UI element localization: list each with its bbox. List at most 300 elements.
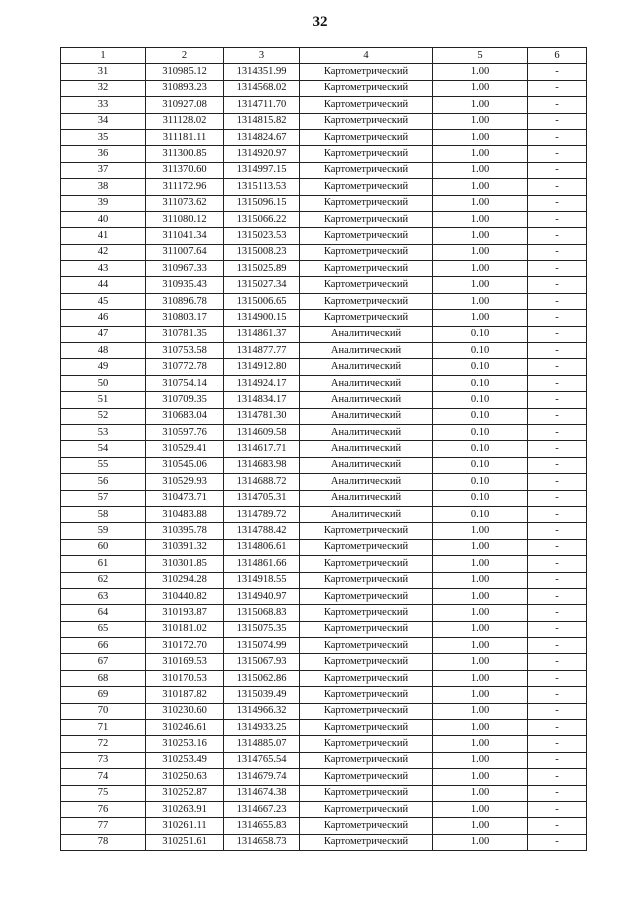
accuracy-cell: 1.00 [433,638,528,654]
point-number-cell: 51 [61,392,146,408]
x-coordinate-cell: 310391.32 [146,539,224,555]
x-coordinate-cell: 310187.82 [146,687,224,703]
y-coordinate-cell: 1314609.58 [224,424,300,440]
method-cell: Картометрический [300,752,433,768]
point-number-cell: 53 [61,424,146,440]
table-row [61,228,587,244]
note-cell: - [528,457,587,473]
note-cell: - [528,523,587,539]
point-number-cell: 78 [61,834,146,850]
y-coordinate-cell: 1314688.72 [224,474,300,490]
note-cell: - [528,359,587,375]
table-row [61,523,587,539]
point-number-cell: 37 [61,162,146,178]
column-header: 3 [224,48,300,64]
x-coordinate-cell: 310545.06 [146,457,224,473]
y-coordinate-cell: 1314788.42 [224,523,300,539]
note-cell: - [528,277,587,293]
y-coordinate-cell: 1315039.49 [224,687,300,703]
method-cell: Картометрический [300,556,433,572]
x-coordinate-cell: 310294.28 [146,572,224,588]
accuracy-cell: 1.00 [433,670,528,686]
y-coordinate-cell: 1314885.07 [224,736,300,752]
table-row [61,392,587,408]
accuracy-cell: 1.00 [433,572,528,588]
y-coordinate-cell: 1314900.15 [224,310,300,326]
column-header: 6 [528,48,587,64]
note-cell: - [528,638,587,654]
point-number-cell: 75 [61,785,146,801]
y-coordinate-cell: 1314711.70 [224,97,300,113]
table-row [61,621,587,637]
method-cell: Картометрический [300,64,433,80]
table-row [61,359,587,375]
x-coordinate-cell: 310754.14 [146,375,224,391]
table-row [61,326,587,342]
note-cell: - [528,97,587,113]
accuracy-cell: 1.00 [433,834,528,850]
method-cell: Картометрический [300,162,433,178]
method-cell: Картометрический [300,736,433,752]
y-coordinate-cell: 1314806.61 [224,539,300,555]
x-coordinate-cell: 310896.78 [146,293,224,309]
x-coordinate-cell: 310261.11 [146,818,224,834]
x-coordinate-cell: 311181.11 [146,129,224,145]
method-cell: Картометрический [300,129,433,145]
table-row [61,654,587,670]
note-cell: - [528,588,587,604]
y-coordinate-cell: 1314765.54 [224,752,300,768]
y-coordinate-cell: 1314683.98 [224,457,300,473]
point-number-cell: 43 [61,261,146,277]
table-row [61,474,587,490]
x-coordinate-cell: 310169.53 [146,654,224,670]
method-cell: Картометрический [300,523,433,539]
method-cell: Аналитический [300,441,433,457]
method-cell: Картометрический [300,785,433,801]
y-coordinate-cell: 1314861.37 [224,326,300,342]
y-coordinate-cell: 1314674.38 [224,785,300,801]
y-coordinate-cell: 1315067.93 [224,654,300,670]
point-number-cell: 38 [61,179,146,195]
x-coordinate-cell: 310440.82 [146,588,224,604]
table-row [61,769,587,785]
table-row [61,588,587,604]
point-number-cell: 39 [61,195,146,211]
note-cell: - [528,228,587,244]
accuracy-cell: 1.00 [433,293,528,309]
note-cell: - [528,343,587,359]
point-number-cell: 32 [61,80,146,96]
method-cell: Картометрический [300,539,433,555]
method-cell: Картометрический [300,605,433,621]
accuracy-cell: 1.00 [433,277,528,293]
y-coordinate-cell: 1315096.15 [224,195,300,211]
method-cell: Картометрический [300,621,433,637]
accuracy-cell: 1.00 [433,605,528,621]
coordinates-table [60,47,587,851]
y-coordinate-cell: 1315027.34 [224,277,300,293]
x-coordinate-cell: 310529.93 [146,474,224,490]
accuracy-cell: 0.10 [433,457,528,473]
y-coordinate-cell: 1315062.86 [224,670,300,686]
note-cell: - [528,490,587,506]
note-cell: - [528,720,587,736]
y-coordinate-cell: 1314667.23 [224,801,300,817]
note-cell: - [528,670,587,686]
method-cell: Картометрический [300,244,433,260]
y-coordinate-cell: 1315006.65 [224,293,300,309]
method-cell: Картометрический [300,588,433,604]
accuracy-cell: 1.00 [433,162,528,178]
table-row [61,785,587,801]
table-row [61,556,587,572]
accuracy-cell: 1.00 [433,244,528,260]
table-row [61,670,587,686]
y-coordinate-cell: 1314861.66 [224,556,300,572]
table-row [61,506,587,522]
note-cell: - [528,146,587,162]
accuracy-cell: 1.00 [433,523,528,539]
table-row [61,375,587,391]
table-row [61,801,587,817]
x-coordinate-cell: 311128.02 [146,113,224,129]
x-coordinate-cell: 310935.43 [146,277,224,293]
y-coordinate-cell: 1314781.30 [224,408,300,424]
point-number-cell: 41 [61,228,146,244]
y-coordinate-cell: 1314877.77 [224,343,300,359]
method-cell: Картометрический [300,97,433,113]
y-coordinate-cell: 1314940.97 [224,588,300,604]
y-coordinate-cell: 1314933.25 [224,720,300,736]
point-number-cell: 59 [61,523,146,539]
note-cell: - [528,801,587,817]
x-coordinate-cell: 310252.87 [146,785,224,801]
method-cell: Аналитический [300,343,433,359]
x-coordinate-cell: 310172.70 [146,638,224,654]
point-number-cell: 64 [61,605,146,621]
y-coordinate-cell: 1314997.15 [224,162,300,178]
y-coordinate-cell: 1315074.99 [224,638,300,654]
y-coordinate-cell: 1315066.22 [224,211,300,227]
accuracy-cell: 0.10 [433,343,528,359]
table-row [61,343,587,359]
point-number-cell: 65 [61,621,146,637]
method-cell: Картометрический [300,195,433,211]
x-coordinate-cell: 310395.78 [146,523,224,539]
note-cell: - [528,113,587,129]
note-cell: - [528,129,587,145]
table-row [61,146,587,162]
accuracy-cell: 0.10 [433,474,528,490]
note-cell: - [528,539,587,555]
page-number: 32 [312,14,328,30]
method-cell: Картометрический [300,228,433,244]
accuracy-cell: 0.10 [433,441,528,457]
x-coordinate-cell: 310967.33 [146,261,224,277]
point-number-cell: 69 [61,687,146,703]
note-cell: - [528,736,587,752]
accuracy-cell: 1.00 [433,785,528,801]
accuracy-cell: 0.10 [433,408,528,424]
table-row [61,818,587,834]
accuracy-cell: 1.00 [433,97,528,113]
accuracy-cell: 0.10 [433,359,528,375]
note-cell: - [528,179,587,195]
accuracy-cell: 0.10 [433,490,528,506]
note-cell: - [528,80,587,96]
y-coordinate-cell: 1314617.71 [224,441,300,457]
accuracy-cell: 1.00 [433,146,528,162]
method-cell: Картометрический [300,113,433,129]
accuracy-cell: 1.00 [433,818,528,834]
point-number-cell: 35 [61,129,146,145]
point-number-cell: 48 [61,343,146,359]
note-cell: - [528,769,587,785]
accuracy-cell: 0.10 [433,424,528,440]
point-number-cell: 55 [61,457,146,473]
note-cell: - [528,310,587,326]
table-row [61,113,587,129]
point-number-cell: 42 [61,244,146,260]
accuracy-cell: 1.00 [433,720,528,736]
method-cell: Аналитический [300,506,433,522]
method-cell: Аналитический [300,392,433,408]
x-coordinate-cell: 310473.71 [146,490,224,506]
accuracy-cell: 1.00 [433,769,528,785]
y-coordinate-cell: 1315025.89 [224,261,300,277]
table-row [61,572,587,588]
method-cell: Картометрический [300,293,433,309]
note-cell: - [528,654,587,670]
accuracy-cell: 0.10 [433,506,528,522]
y-coordinate-cell: 1314789.72 [224,506,300,522]
method-cell: Аналитический [300,457,433,473]
table-row [61,195,587,211]
table-row [61,277,587,293]
x-coordinate-cell: 311007.64 [146,244,224,260]
method-cell: Аналитический [300,326,433,342]
accuracy-cell: 1.00 [433,736,528,752]
y-coordinate-cell: 1314966.32 [224,703,300,719]
x-coordinate-cell: 310230.60 [146,703,224,719]
accuracy-cell: 1.00 [433,703,528,719]
x-coordinate-cell: 310709.35 [146,392,224,408]
table-row [61,539,587,555]
y-coordinate-cell: 1314351.99 [224,64,300,80]
note-cell: - [528,621,587,637]
table-row [61,457,587,473]
note-cell: - [528,834,587,850]
y-coordinate-cell: 1314658.73 [224,834,300,850]
y-coordinate-cell: 1314918.55 [224,572,300,588]
accuracy-cell: 1.00 [433,228,528,244]
table-row [61,605,587,621]
x-coordinate-cell: 311370.60 [146,162,224,178]
method-cell: Картометрический [300,703,433,719]
point-number-cell: 52 [61,408,146,424]
x-coordinate-cell: 310250.63 [146,769,224,785]
note-cell: - [528,211,587,227]
y-coordinate-cell: 1314924.17 [224,375,300,391]
note-cell: - [528,424,587,440]
x-coordinate-cell: 310170.53 [146,670,224,686]
point-number-cell: 34 [61,113,146,129]
accuracy-cell: 1.00 [433,801,528,817]
y-coordinate-cell: 1314912.80 [224,359,300,375]
x-coordinate-cell: 310483.88 [146,506,224,522]
y-coordinate-cell: 1314705.31 [224,490,300,506]
column-header: 1 [61,48,146,64]
accuracy-cell: 1.00 [433,261,528,277]
table-row [61,752,587,768]
note-cell: - [528,64,587,80]
point-number-cell: 68 [61,670,146,686]
x-coordinate-cell: 310251.61 [146,834,224,850]
note-cell: - [528,818,587,834]
table-row [61,834,587,850]
y-coordinate-cell: 1314679.74 [224,769,300,785]
point-number-cell: 50 [61,375,146,391]
point-number-cell: 31 [61,64,146,80]
accuracy-cell: 1.00 [433,752,528,768]
x-coordinate-cell: 310253.49 [146,752,224,768]
x-coordinate-cell: 310253.16 [146,736,224,752]
point-number-cell: 57 [61,490,146,506]
x-coordinate-cell: 310181.02 [146,621,224,637]
note-cell: - [528,195,587,211]
method-cell: Аналитический [300,490,433,506]
method-cell: Картометрический [300,834,433,850]
accuracy-cell: 1.00 [433,621,528,637]
x-coordinate-cell: 310753.58 [146,343,224,359]
point-number-cell: 76 [61,801,146,817]
point-number-cell: 70 [61,703,146,719]
table-row [61,424,587,440]
y-coordinate-cell: 1315075.35 [224,621,300,637]
note-cell: - [528,556,587,572]
method-cell: Картометрический [300,720,433,736]
x-coordinate-cell: 310803.17 [146,310,224,326]
x-coordinate-cell: 310772.78 [146,359,224,375]
note-cell: - [528,687,587,703]
method-cell: Картометрический [300,572,433,588]
point-number-cell: 44 [61,277,146,293]
table-row [61,687,587,703]
point-number-cell: 46 [61,310,146,326]
note-cell: - [528,408,587,424]
point-number-cell: 61 [61,556,146,572]
point-number-cell: 77 [61,818,146,834]
method-cell: Аналитический [300,375,433,391]
point-number-cell: 72 [61,736,146,752]
accuracy-cell: 0.10 [433,392,528,408]
point-number-cell: 36 [61,146,146,162]
x-coordinate-cell: 310985.12 [146,64,224,80]
table-row [61,638,587,654]
method-cell: Картометрический [300,211,433,227]
x-coordinate-cell: 310529.41 [146,441,224,457]
table-row [61,736,587,752]
table-row [61,490,587,506]
note-cell: - [528,785,587,801]
table-row [61,408,587,424]
x-coordinate-cell: 310301.85 [146,556,224,572]
y-coordinate-cell: 1314824.67 [224,129,300,145]
point-number-cell: 60 [61,539,146,555]
x-coordinate-cell: 310246.61 [146,720,224,736]
y-coordinate-cell: 1314655.83 [224,818,300,834]
table-row [61,261,587,277]
table-row [61,244,587,260]
note-cell: - [528,375,587,391]
table-body [61,64,587,851]
method-cell: Картометрический [300,277,433,293]
accuracy-cell: 1.00 [433,310,528,326]
column-header: 2 [146,48,224,64]
method-cell: Картометрический [300,80,433,96]
y-coordinate-cell: 1315023.53 [224,228,300,244]
note-cell: - [528,261,587,277]
x-coordinate-cell: 310263.91 [146,801,224,817]
method-cell: Картометрический [300,769,433,785]
point-number-cell: 63 [61,588,146,604]
method-cell: Картометрический [300,310,433,326]
point-number-cell: 71 [61,720,146,736]
point-number-cell: 58 [61,506,146,522]
point-number-cell: 66 [61,638,146,654]
column-header: 5 [433,48,528,64]
accuracy-cell: 0.10 [433,326,528,342]
note-cell: - [528,162,587,178]
point-number-cell: 62 [61,572,146,588]
method-cell: Картометрический [300,261,433,277]
note-cell: - [528,506,587,522]
accuracy-cell: 0.10 [433,375,528,391]
note-cell: - [528,703,587,719]
table-row [61,64,587,80]
point-number-cell: 67 [61,654,146,670]
y-coordinate-cell: 1315113.53 [224,179,300,195]
point-number-cell: 45 [61,293,146,309]
x-coordinate-cell: 311080.12 [146,211,224,227]
point-number-cell: 33 [61,97,146,113]
y-coordinate-cell: 1314568.02 [224,80,300,96]
table-row [61,162,587,178]
method-cell: Картометрический [300,654,433,670]
accuracy-cell: 1.00 [433,113,528,129]
note-cell: - [528,474,587,490]
accuracy-cell: 1.00 [433,195,528,211]
point-number-cell: 47 [61,326,146,342]
method-cell: Аналитический [300,424,433,440]
method-cell: Аналитический [300,408,433,424]
note-cell: - [528,441,587,457]
accuracy-cell: 1.00 [433,80,528,96]
accuracy-cell: 1.00 [433,654,528,670]
accuracy-cell: 1.00 [433,539,528,555]
method-cell: Аналитический [300,359,433,375]
note-cell: - [528,244,587,260]
accuracy-cell: 1.00 [433,588,528,604]
table-row [61,703,587,719]
note-cell: - [528,326,587,342]
method-cell: Картометрический [300,687,433,703]
method-cell: Картометрический [300,146,433,162]
x-coordinate-cell: 310683.04 [146,408,224,424]
point-number-cell: 56 [61,474,146,490]
point-number-cell: 74 [61,769,146,785]
